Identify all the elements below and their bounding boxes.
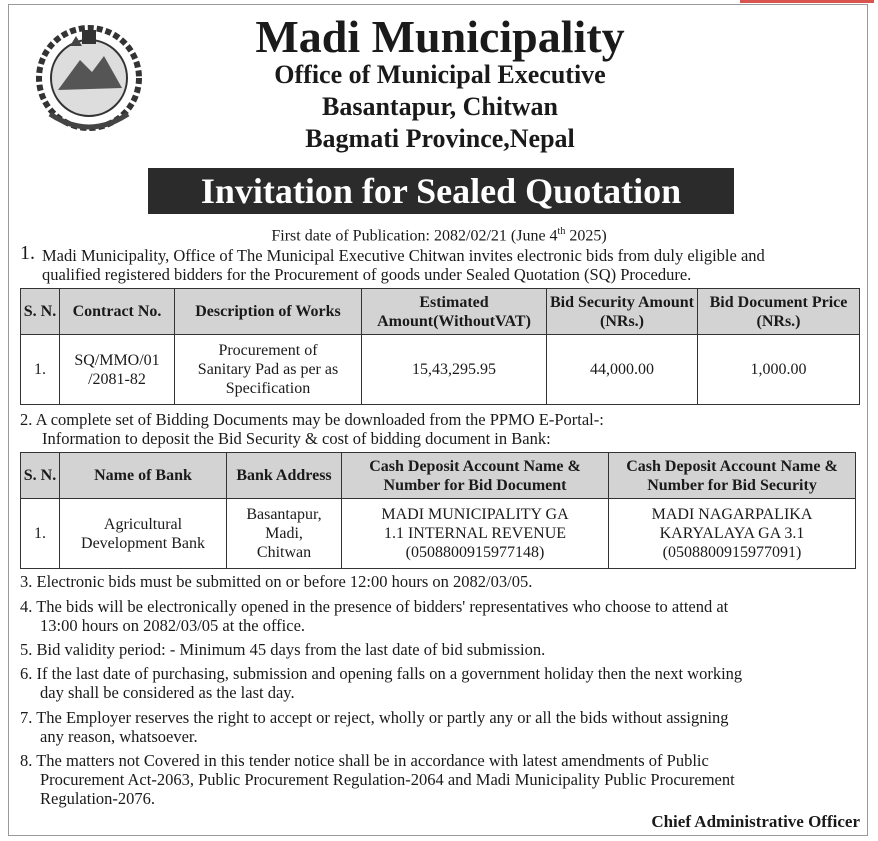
item-7-line-2: any reason, whatsoever. (40, 727, 198, 746)
cell-description: Procurement of Sanitary Pad as per as Specification (175, 335, 362, 405)
cell-bank-address: Basantapur, Madi, Chitwan (227, 499, 342, 569)
bank-table (20, 452, 856, 569)
th-bank-address: Bank Address (227, 453, 342, 499)
publication-date: First date of Publication: 2082/02/21 (June 4th 2025) (271, 226, 607, 245)
table-row (21, 335, 860, 405)
th-contract: Contract No. (60, 289, 175, 335)
item-8-line-1: 8. The matters not Covered in this tender notice shall be in accordance with latest amendments of Public (20, 751, 709, 770)
province-name: Bagmati Province,Nepal (305, 124, 575, 153)
th-sn: S. N. (21, 453, 60, 499)
th-sn: S. N. (21, 289, 60, 335)
item-8-line-2: Procurement Act-2063, Public Procurement Regulation-2064 and Madi Municipality Public Procurement (40, 770, 735, 789)
th-doc-account: Cash Deposit Account Name & Number for Bid Document (342, 453, 609, 499)
cell-sn: 1. (21, 335, 60, 405)
item-2-line-1: 2. A complete set of Bidding Documents may be downloaded from the PPMO E-Portal-: (20, 410, 604, 429)
nepal-emblem-icon (30, 20, 148, 138)
office-name: Office of Municipal Executive (274, 60, 606, 89)
item-8-line-3: Regulation-2076. (40, 789, 156, 808)
th-estimated: Estimated Amount(WithoutVAT) (362, 289, 547, 335)
th-bank-name: Name of Bank (60, 453, 227, 499)
cell-security: 44,000.00 (547, 335, 698, 405)
municipality-title: Madi Municipality (255, 11, 625, 62)
item-4-line-2: 13:00 hours on 2082/03/05 at the office. (40, 616, 306, 635)
item-1-line-2: qualified registered bidders for the Procurement of goods under Sealed Quotation (SQ) Procedure. (42, 265, 692, 284)
item-1-line-1: Madi Municipality, Office of The Municipal Executive Chitwan invites electronic bids from duly eligible and (42, 246, 765, 265)
item-5: 5. Bid validity period: - Minimum 45 days from the last date of bid submission. (20, 640, 546, 659)
th-security: Bid Security Amount (NRs.) (547, 289, 698, 335)
item-7-line-1: 7. The Employer reserves the right to accept or reject, wholly or partly any or all the bids without assigning (20, 708, 729, 727)
top-accent-bar (740, 0, 874, 3)
cell-contract: SQ/MMO/01 /2081-82 (60, 335, 175, 405)
cell-doc-account: MADI MUNICIPALITY GA 1.1 INTERNAL REVENUE (0508800915977148) (342, 499, 609, 569)
notice-banner: Invitation for Sealed Quotation (148, 168, 734, 214)
th-price: Bid Document Price (NRs.) (698, 289, 860, 335)
th-description: Description of Works (175, 289, 362, 335)
contract-table (20, 288, 860, 405)
cell-security-account: MADI NAGARPALIKA KARYALAYA GA 3.1 (0508800915977091) (609, 499, 856, 569)
item-3: 3. Electronic bids must be submitted on or before 12:00 hours on 2082/03/05. (20, 572, 533, 591)
cell-estimated: 15,43,295.95 (362, 335, 547, 405)
th-security-account: Cash Deposit Account Name & Number for Bid Security (609, 453, 856, 499)
item-4-line-1: 4. The bids will be electronically opened in the presence of bidders' representatives who choose to attend at (20, 597, 729, 616)
item-2-line-2: Information to deposit the Bid Security & cost of bidding document in Bank: (42, 429, 551, 448)
signature-title: Chief Administrative Officer (651, 812, 860, 831)
cell-bank-name: Agricultural Development Bank (60, 499, 227, 569)
table-row (21, 499, 856, 569)
cell-sn: 1. (21, 499, 60, 569)
item-6-line-2: day shall be considered as the last day. (40, 683, 295, 702)
item-1-number: 1. (20, 242, 35, 264)
item-6-line-1: 6. If the last date of purchasing, submission and opening falls on a government holiday then the next working (20, 664, 743, 683)
office-address: Basantapur, Chitwan (321, 92, 558, 121)
cell-price: 1,000.00 (698, 335, 860, 405)
